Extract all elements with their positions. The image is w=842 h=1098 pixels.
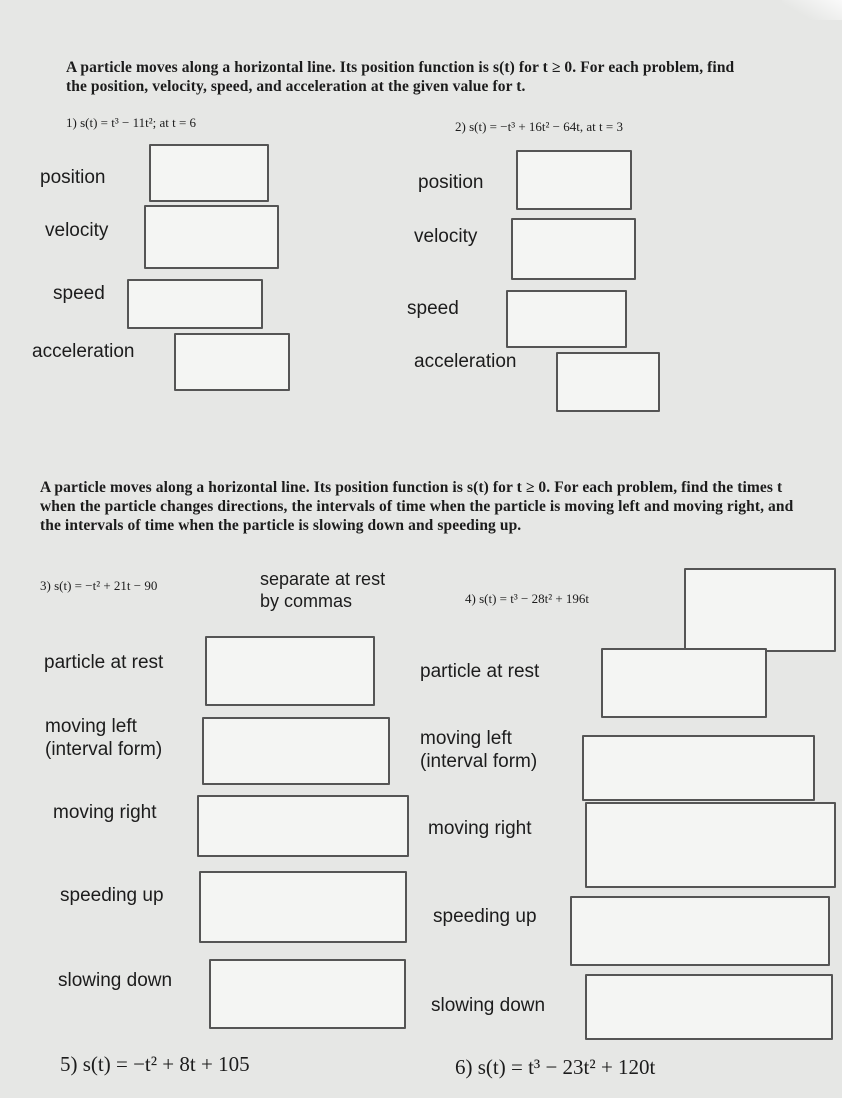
p1-position-label: position [40,167,106,188]
p3-slowing-input[interactable] [209,959,406,1029]
p4-left-label-line1: moving left [420,728,512,749]
p4-speeding-label: speeding up [433,906,537,927]
p3-right-label: moving right [53,802,157,823]
p1-speed-label: speed [53,283,105,304]
p3-left-input[interactable] [202,717,390,785]
p4-left-input[interactable] [582,735,815,801]
p3-left-label [45,715,162,761]
p4-slowing-input[interactable] [585,974,833,1040]
problem3-number: 3) [40,578,51,593]
p2-speed-label: speed [407,298,459,319]
section1-instructions: A particle moves along a horizontal line. Its position function is s(t) for t ≥ 0. For each problem, find the position, velocity, speed, and acceleration at the given value for t. [66,59,735,95]
p4-right-label: moving right [428,818,532,839]
problem2-number: 2) [455,119,466,134]
p1-acceleration-input[interactable] [174,333,290,391]
p3-rest-input[interactable] [205,636,375,706]
p4-top-input[interactable] [684,568,836,652]
problem5-number: 5) [60,1052,78,1076]
problem2-at: at t = 3 [586,119,623,134]
p3-left-label-line1: moving left [45,716,137,737]
p2-speed-input[interactable] [506,290,627,348]
photo-glare [782,0,842,20]
p4-left-label [420,727,537,773]
p2-position-label: position [418,172,484,193]
p1-velocity-label: velocity [45,220,109,241]
p1-velocity-input[interactable] [144,205,279,269]
problem6-number: 6) [455,1055,473,1079]
problem6-equation: s(t) = t³ − 23t² + 120t [477,1055,656,1079]
p1-acceleration-label: acceleration [32,341,135,362]
p2-velocity-input[interactable] [511,218,636,280]
problem4-equation: s(t) = t³ − 28t² + 196t [479,591,590,606]
p4-left-label-line2: (interval form) [420,751,538,772]
problem3-equation: s(t) = −t² + 21t − 90 [54,578,158,593]
p2-position-input[interactable] [516,150,632,210]
p1-position-input[interactable] [149,144,269,202]
section2-instructions: A particle moves along a horizontal line. Its position function is s(t) for t ≥ 0. For each problem, find the times t when the particle changes directions, the intervals of time when the particle is moving left and moving right, and the intervals of time when the particle is slowing down and speeding up. [40,479,794,534]
p3-right-input[interactable] [197,795,409,857]
p4-rest-label: particle at rest [420,661,540,682]
separate-note [260,568,385,612]
p4-speeding-input[interactable] [570,896,830,966]
p4-right-input[interactable] [585,802,836,888]
p3-speeding-input[interactable] [199,871,407,943]
problem2-equation: s(t) = −t³ + 16t² − 64t, [469,119,584,134]
problem4-header [465,591,589,607]
p3-speeding-label: speeding up [60,885,164,906]
problem3-header [40,578,157,594]
problem1-header [66,115,196,131]
problem1-at: at t = 6 [159,115,197,130]
separate-note-line2: by commas [260,591,353,611]
p2-acceleration-label: acceleration [414,351,517,372]
p2-velocity-label: velocity [414,226,478,247]
problem5-header [60,1052,250,1077]
p4-rest-input[interactable] [601,648,767,718]
problem4-number: 4) [465,591,476,606]
problem2-header [455,119,623,135]
p3-left-label-line2: (interval form) [45,739,163,760]
p3-rest-label: particle at rest [44,652,164,673]
separate-note-line1: separate at rest [260,569,386,589]
p2-acceleration-input[interactable] [556,352,660,412]
p3-slowing-label: slowing down [58,970,173,991]
p1-speed-input[interactable] [127,279,263,329]
problem5-equation: s(t) = −t² + 8t + 105 [82,1052,250,1076]
problem1-number: 1) [66,115,77,130]
problem6-header [455,1055,655,1080]
problem1-equation: s(t) = t³ − 11t²; [80,115,157,130]
p4-slowing-label: slowing down [431,995,546,1016]
